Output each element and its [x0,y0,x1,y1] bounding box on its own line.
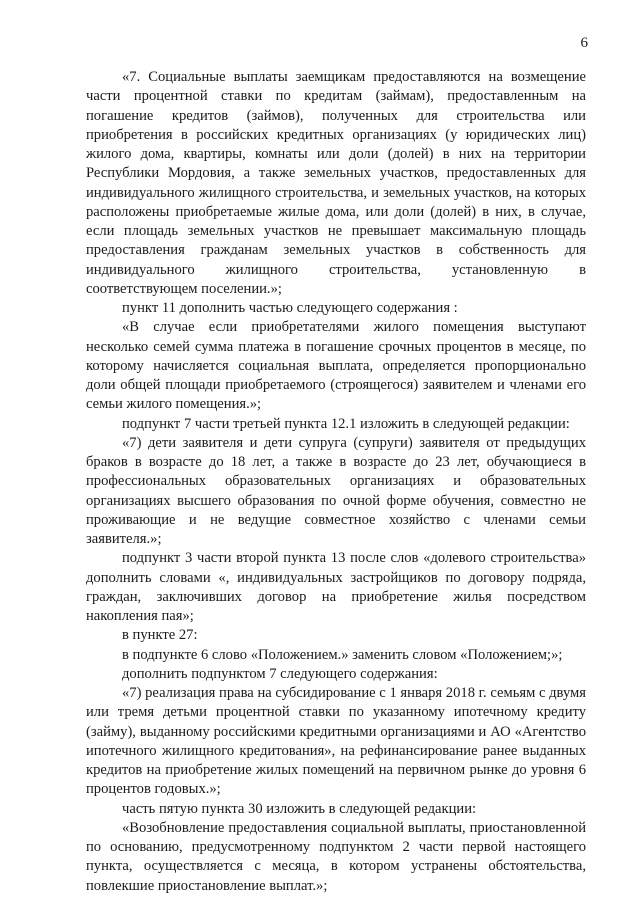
paragraph-multiple-families: «В случае если приобретателями жилого помещения выступают несколько семей сумма платежа в погашение срочных процентов в месяце, по которому начисляется социальная выплата, определяется пропорционально доли общей площади приобретаемого (строящегося) заявителем и членами его семьи жилого помещения.»; [86,319,586,413]
paragraph-point-13-amendment: подпункт 3 части второй пункта 13 после слов «долевого строительства» дополнить словами «, индивидуальных застройщиков по договору подряда, граждан, заключивших договор на приобретение жилья посредством накопления пая»; [86,550,586,624]
paragraph-clause-7-social-payments: «7. Социальные выплаты заемщикам предоставляются на возмещение части процентной ставки по кредитам (займам), предоставленным на погашение кредитов (займов), полученных для строительства или приобретения в российских кредитных организациях (у юридических лиц) жилого дома, квартиры, комнаты или доли (долей) в них на территории Республики Мордовия, а также земельных участков, предоставленных для индивидуального жилищного строительства, и земельных участков, на которых расположены приобретаемые жилые дома, или доли (долей) в них, в случае, если площадь земельных участков не превышает максимальную площадь предоставления гражданам земельных участков в собственность для индивидуального жилищного строительства, установленную в соответствующем поселении.»; [86,69,586,297]
paragraph-subpoint-7-addition: дополнить подпунктом 7 следующего содержания: [122,665,438,682]
paragraph-point-12-1-amendment: подпункт 7 части третьей пункта 12.1 изложить в следующей редакции: [122,415,570,432]
page-number: 6 [580,35,588,51]
paragraph-subpoint-6-replace: в подпункте 6 слово «Положением.» заменить словом «Положением;»; [122,646,563,663]
document-body [86,68,586,896]
paragraph-subsidy-2018: «7) реализация права на субсидирование с 1 января 2018 г. семьям с двумя или тремя детьми процентной ставки по указанному ипотечному кредиту (займу), выданному российскими кредитными организациями и АО «Агентство ипотечного жилищного кредитования», на рефинансирование ранее выданных кредитов на приобретение жилых помещений на первичном рынке до уровня 6 процентов годовых.»; [86,685,586,798]
paragraph-point-27: в пункте 27: [122,627,198,644]
paragraph-children-definition: «7) дети заявителя и дети супруга (супруги) заявителя от предыдущих браков в возрасте до 18 лет, а также в возрасте до 23 лет, обучающиеся в профессиональных образовательных организациях и образовательных организациях высшего образования по очной форме обучения, совместно не проживающие и не ведущие совместное хозяйство с членами семьи заявителя.»; [86,434,586,547]
paragraph-resumption-of-payment: «Возобновление предоставления социальной выплаты, приостановленной по основанию, предусмотренному подпунктом 2 части первой настоящего пункта, осуществляется с месяца, в котором устранены обстоятельства, повлекшие приостановление выплат.»; [86,819,586,894]
paragraph-point-30-amendment: часть пятую пункта 30 изложить в следующей редакции: [122,800,477,817]
paragraph-point-11-addition: пункт 11 дополнить частью следующего содержания : [122,300,458,316]
